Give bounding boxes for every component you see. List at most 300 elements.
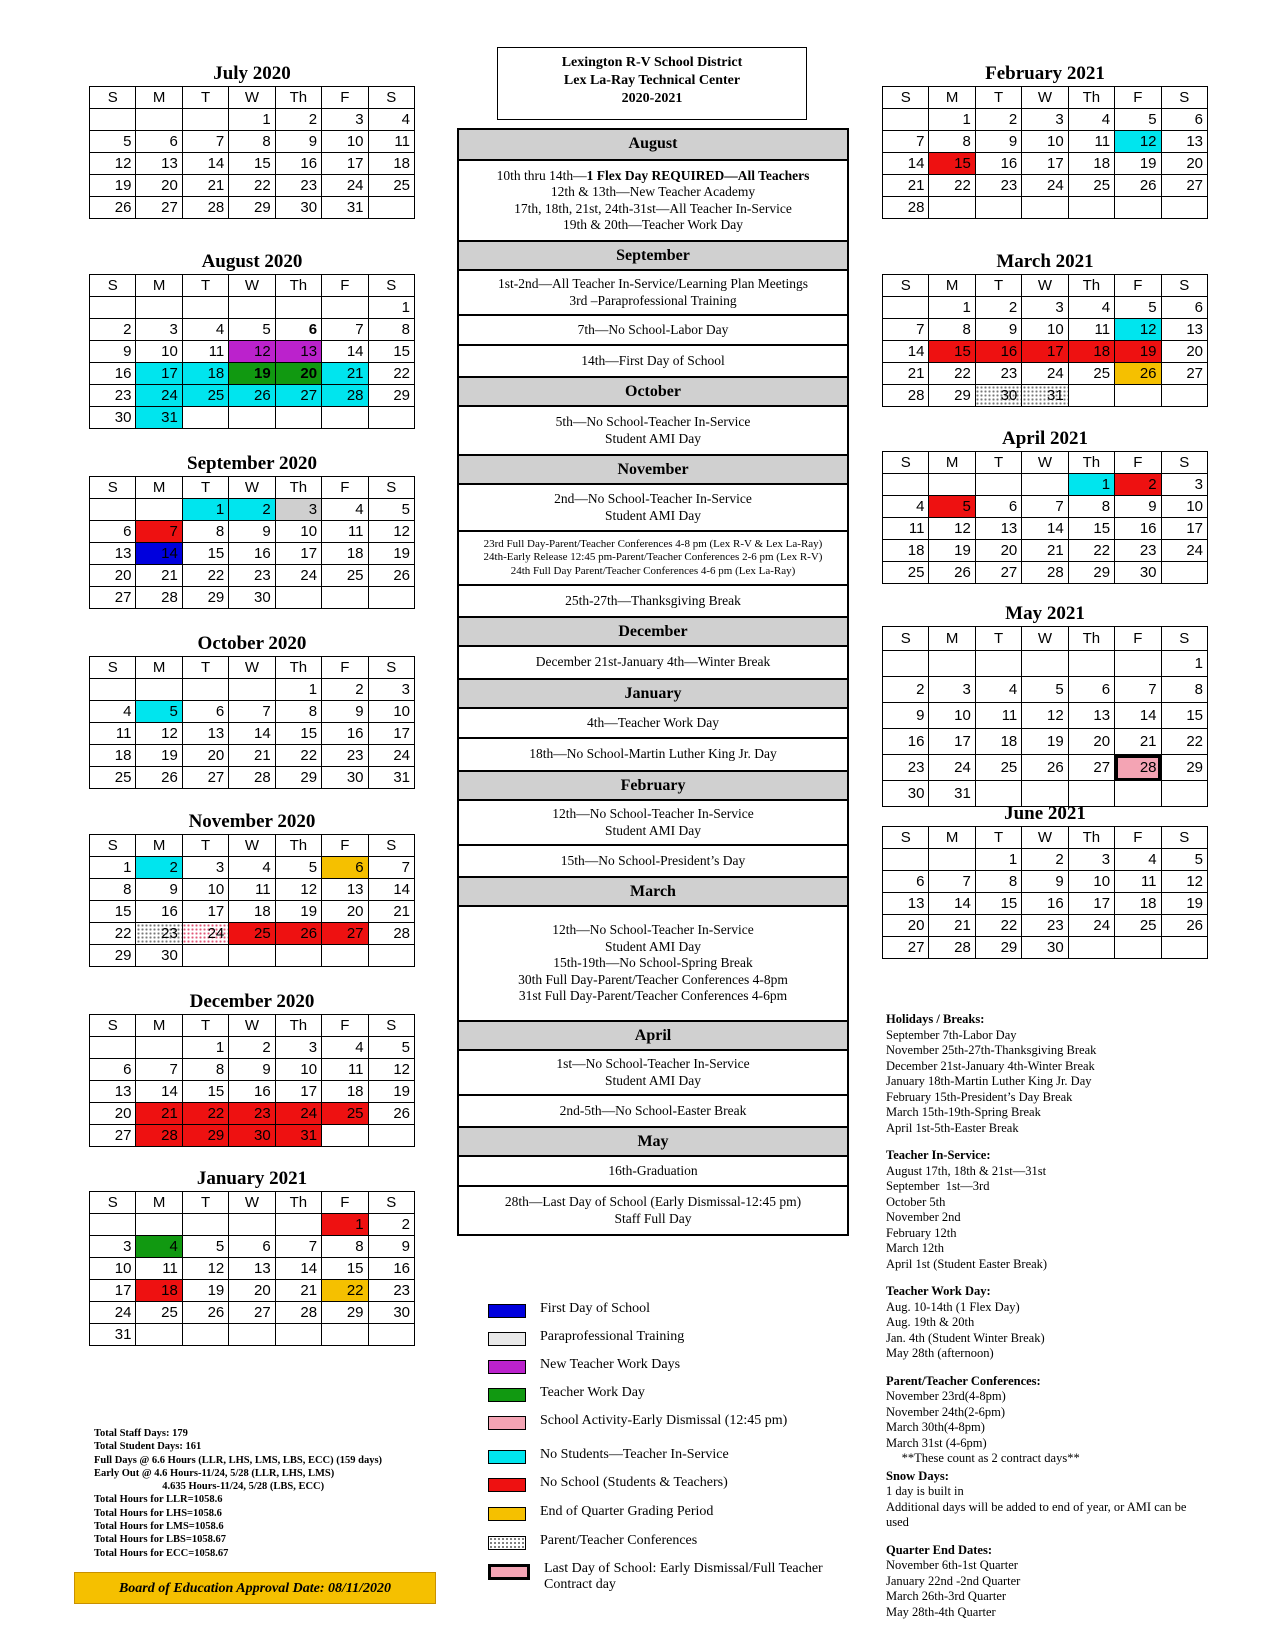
- day-cell: 17: [182, 901, 228, 923]
- week-row: [90, 153, 415, 175]
- day-cell: 21: [1022, 540, 1068, 562]
- weekday-header: M: [929, 452, 975, 474]
- legend-swatch: [488, 1304, 526, 1318]
- day-cell: 24: [136, 385, 182, 407]
- day-cell: 11: [1068, 319, 1114, 341]
- day-cell: [883, 651, 929, 677]
- day-cell: 7: [1022, 496, 1068, 518]
- day-cell: 20: [229, 1280, 275, 1302]
- day-cell: 19: [368, 543, 414, 565]
- weekday-header: Th: [1068, 87, 1114, 109]
- weekday-header: Th: [275, 657, 321, 679]
- notes-line: Aug. 10-14th (1 Flex Day): [886, 1299, 1020, 1314]
- day-cell: 17: [275, 1081, 321, 1103]
- day-cell: 22: [368, 363, 414, 385]
- day-cell: 15: [182, 543, 228, 565]
- day-cell: 5: [1161, 849, 1207, 871]
- day-cell: 1: [229, 109, 275, 131]
- day-cell: 24: [1022, 363, 1068, 385]
- month-section-header: March: [459, 876, 847, 907]
- day-cell: 28: [368, 923, 414, 945]
- day-cell: 26: [1115, 363, 1161, 385]
- weekday-header-row: [883, 275, 1208, 297]
- event-line: 17th, 18th, 21st, 24th-31st—All Teacher In-Service: [514, 200, 792, 216]
- day-cell: 27: [182, 767, 228, 789]
- day-cell: 3: [1161, 474, 1207, 496]
- day-cell: 24: [275, 565, 321, 587]
- day-cell: 12: [1115, 131, 1161, 153]
- day-cell: 29: [322, 1302, 368, 1324]
- day-cell: 16: [1115, 518, 1161, 540]
- day-cell: 7: [322, 319, 368, 341]
- day-cell: 10: [275, 1059, 321, 1081]
- day-cell: [1068, 385, 1114, 407]
- weekday-header: S: [1161, 87, 1207, 109]
- week-row: [90, 1258, 415, 1280]
- weekday-header: S: [883, 87, 929, 109]
- week-row: [883, 109, 1208, 131]
- day-cell: 4: [1068, 109, 1114, 131]
- day-cell: 8: [368, 319, 414, 341]
- day-cell: [136, 1037, 182, 1059]
- weekday-header: S: [883, 627, 929, 651]
- notes-line: Additional days will be added to end of year, or AMI can be used: [886, 1499, 1190, 1529]
- month-grid: [89, 274, 415, 429]
- day-cell: 14: [883, 341, 929, 363]
- weekday-header: S: [90, 657, 136, 679]
- day-cell: 4: [322, 1037, 368, 1059]
- week-row: [883, 297, 1208, 319]
- day-cell: 27: [883, 937, 929, 959]
- day-cell: 25: [90, 767, 136, 789]
- notes-line: November 2nd: [886, 1210, 961, 1224]
- notes-line: Jan. 4th (Student Winter Break): [886, 1330, 1045, 1345]
- day-cell: 29: [90, 945, 136, 967]
- day-cell: 23: [136, 923, 182, 945]
- day-cell: 26: [229, 385, 275, 407]
- day-cell: 27: [322, 923, 368, 945]
- month-title: August 2020: [201, 251, 303, 272]
- day-cell: 2: [975, 109, 1021, 131]
- day-cell: 20: [883, 915, 929, 937]
- day-cell: 30: [275, 197, 321, 219]
- weekday-header: S: [368, 1192, 414, 1214]
- day-cell: [883, 849, 929, 871]
- day-cell: 3: [136, 319, 182, 341]
- day-cell: 15: [1068, 518, 1114, 540]
- notes-line: April 1st-5th-Easter Break: [886, 1120, 1019, 1135]
- day-cell: 19: [229, 363, 275, 385]
- notes-line: March 12th: [886, 1241, 944, 1255]
- event-line: Student AMI Day: [605, 1072, 701, 1088]
- week-row: [883, 518, 1208, 540]
- day-cell: 24: [322, 175, 368, 197]
- event-entry: [459, 271, 847, 316]
- day-cell: 23: [275, 175, 321, 197]
- day-cell: [1161, 385, 1207, 407]
- weekday-header: F: [1115, 627, 1161, 651]
- day-cell: 2: [275, 109, 321, 131]
- day-cell: 10: [1022, 131, 1068, 153]
- day-cell: 3: [322, 109, 368, 131]
- weekday-header: Th: [1068, 627, 1114, 651]
- day-cell: 28: [883, 385, 929, 407]
- day-cell: 31: [136, 407, 182, 429]
- day-cell: [883, 297, 929, 319]
- day-cell: 12: [275, 879, 321, 901]
- event-entry: [459, 532, 847, 586]
- day-cell: 3: [1068, 849, 1114, 871]
- week-row: [90, 385, 415, 407]
- day-cell: 16: [90, 363, 136, 385]
- legend-item: [488, 1561, 844, 1593]
- weekday-header: F: [322, 477, 368, 499]
- week-row: [90, 197, 415, 219]
- day-cell: 6: [322, 857, 368, 879]
- day-cell: [322, 587, 368, 609]
- day-cell: [136, 297, 182, 319]
- day-cell: 2: [136, 857, 182, 879]
- totals-line: Total Staff Days: 179: [94, 1428, 188, 1439]
- week-row: [883, 937, 1208, 959]
- month-grid: [882, 86, 1208, 219]
- weekday-header: S: [368, 657, 414, 679]
- notes-heading: Parent/Teacher Conferences:: [886, 1373, 1041, 1388]
- day-cell: 4: [182, 319, 228, 341]
- day-cell: [1115, 651, 1161, 677]
- day-cell: 25: [182, 385, 228, 407]
- event-line: 24th Full Day Parent/Teacher Conferences 4-6 pm (Lex La-Ray): [510, 564, 796, 577]
- day-cell: 6: [975, 496, 1021, 518]
- day-cell: 1: [1161, 651, 1207, 677]
- day-cell: 21: [136, 1103, 182, 1125]
- weekday-header: W: [1022, 627, 1068, 651]
- day-cell: 11: [322, 1059, 368, 1081]
- day-cell: [368, 1324, 414, 1346]
- day-cell: 22: [975, 915, 1021, 937]
- notes-line: Aug. 19th & 20th: [886, 1315, 975, 1329]
- notes-line: November 24th(2-6pm): [886, 1404, 1006, 1419]
- day-cell: 14: [136, 1081, 182, 1103]
- day-cell: 8: [322, 1236, 368, 1258]
- event-line: 12th—No School-Teacher In-Service: [552, 806, 754, 821]
- month-grid: [89, 834, 415, 967]
- month-september-2020: [89, 452, 415, 609]
- day-cell: 5: [368, 499, 414, 521]
- day-cell: 9: [975, 319, 1021, 341]
- day-cell: 22: [182, 565, 228, 587]
- day-cell: 1: [929, 109, 975, 131]
- day-cell: 6: [1161, 297, 1207, 319]
- day-cell: 20: [1068, 729, 1114, 755]
- month-february-2021: [882, 62, 1208, 219]
- week-row: [90, 297, 415, 319]
- day-cell: 20: [90, 565, 136, 587]
- day-cell: [883, 474, 929, 496]
- day-cell: 2: [322, 679, 368, 701]
- week-row: [883, 871, 1208, 893]
- month-title: February 2021: [985, 63, 1105, 84]
- event-entry: [459, 1157, 847, 1187]
- event-entry: [459, 1051, 847, 1096]
- day-cell: 17: [322, 153, 368, 175]
- day-cell: [368, 1125, 414, 1147]
- day-cell: 8: [929, 319, 975, 341]
- day-cell: [1068, 651, 1114, 677]
- event-line: 16th-Graduation: [608, 1162, 698, 1178]
- legend-item: [488, 1533, 697, 1550]
- day-cell: 26: [1161, 915, 1207, 937]
- day-cell: [322, 1324, 368, 1346]
- week-row: [883, 341, 1208, 363]
- day-cell: 7: [883, 319, 929, 341]
- day-cell: [229, 945, 275, 967]
- event-line: 31st Full Day-Parent/Teacher Conferences 4-6pm: [518, 988, 788, 1004]
- day-cell: 4: [975, 677, 1021, 703]
- legend-swatch: [488, 1388, 526, 1402]
- event-line: Student AMI Day: [605, 938, 701, 954]
- week-row: [90, 1103, 415, 1125]
- day-cell: 13: [883, 893, 929, 915]
- day-cell: [136, 109, 182, 131]
- day-cell: 22: [182, 1103, 228, 1125]
- event-line: 25th-27th—Thanksgiving Break: [565, 592, 741, 608]
- weekday-header: S: [1161, 275, 1207, 297]
- day-cell: 14: [136, 543, 182, 565]
- week-row: [90, 341, 415, 363]
- week-row: [90, 175, 415, 197]
- day-cell: 30: [322, 767, 368, 789]
- event-entry: [459, 407, 847, 454]
- day-cell: 14: [1115, 703, 1161, 729]
- day-cell: 16: [975, 153, 1021, 175]
- day-cell: 27: [136, 197, 182, 219]
- day-cell: 8: [975, 871, 1021, 893]
- event-line: 24th-Early Release 12:45 pm-Parent/Teacher Conferences 2-6 pm (Lex R-V): [483, 551, 823, 564]
- notes-line: May 28th (afternoon): [886, 1346, 994, 1360]
- totals-line: Total Student Days: 161: [94, 1441, 202, 1453]
- day-cell: 20: [322, 901, 368, 923]
- day-cell: 18: [90, 745, 136, 767]
- day-cell: 26: [368, 565, 414, 587]
- day-cell: [929, 474, 975, 496]
- day-cell: 23: [883, 755, 929, 781]
- notes-line: **These count as 2 contract days**: [886, 1451, 1080, 1465]
- day-cell: 6: [136, 131, 182, 153]
- legend-item: [488, 1504, 713, 1521]
- day-cell: 31: [90, 1324, 136, 1346]
- day-cell: 7: [929, 871, 975, 893]
- day-cell: 19: [90, 175, 136, 197]
- day-cell: [1068, 937, 1114, 959]
- district-name: Lexington R-V School District: [561, 55, 743, 70]
- notes-section: [886, 1374, 1206, 1467]
- day-cell: 17: [1068, 893, 1114, 915]
- day-cell: 10: [1068, 871, 1114, 893]
- event-line: Staff Full Day: [614, 1210, 692, 1226]
- weekday-header: S: [90, 1192, 136, 1214]
- weekday-header: M: [136, 1015, 182, 1037]
- legend-label: No School (Students & Teachers): [540, 1475, 728, 1490]
- week-row: [90, 1324, 415, 1346]
- month-title: June 2021: [1004, 803, 1086, 824]
- day-cell: [229, 1324, 275, 1346]
- event-line: 18th—No School-Martin Luther King Jr. Day: [529, 746, 777, 762]
- day-cell: 4: [883, 496, 929, 518]
- day-cell: 2: [1022, 849, 1068, 871]
- day-cell: 5: [368, 1037, 414, 1059]
- day-cell: 29: [368, 385, 414, 407]
- weekday-header: M: [136, 657, 182, 679]
- weekday-header: S: [883, 827, 929, 849]
- day-cell: 7: [1115, 677, 1161, 703]
- legend-item: [488, 1301, 650, 1318]
- day-cell: [1161, 937, 1207, 959]
- day-cell: [182, 109, 228, 131]
- month-section-header: August: [459, 130, 847, 161]
- day-cell: 7: [136, 1059, 182, 1081]
- week-row: [883, 562, 1208, 584]
- week-row: [90, 701, 415, 723]
- day-cell: 27: [275, 385, 321, 407]
- day-cell: 21: [883, 363, 929, 385]
- notes-line: August 17th, 18th & 21st—31st: [886, 1163, 1047, 1178]
- day-cell: 9: [275, 131, 321, 153]
- event-line: 1st—No School-Teacher In-Service: [556, 1056, 750, 1071]
- totals-block: [94, 1427, 382, 1560]
- day-cell: 30: [90, 407, 136, 429]
- day-cell: [229, 679, 275, 701]
- day-cell: 25: [322, 565, 368, 587]
- legend-label: No Students—Teacher In-Service: [540, 1447, 729, 1462]
- day-cell: 3: [275, 499, 321, 521]
- week-row: [90, 745, 415, 767]
- month-december-2020: [89, 990, 415, 1147]
- day-cell: 23: [90, 385, 136, 407]
- legend-swatch: [488, 1564, 530, 1580]
- week-row: [883, 319, 1208, 341]
- notes-section: [886, 1543, 1206, 1621]
- day-cell: 7: [136, 521, 182, 543]
- legend-item: [488, 1357, 680, 1374]
- day-cell: 15: [322, 1258, 368, 1280]
- day-cell: 7: [275, 1236, 321, 1258]
- event-line: 5th—No School-Teacher In-Service: [555, 414, 751, 429]
- day-cell: [275, 1214, 321, 1236]
- day-cell: 28: [229, 767, 275, 789]
- day-cell: [1022, 651, 1068, 677]
- totals-line: Total Hours for LBS=1058.67: [94, 1534, 227, 1546]
- day-cell: 13: [275, 341, 321, 363]
- week-row: [90, 407, 415, 429]
- day-cell: 27: [975, 562, 1021, 584]
- day-cell: [368, 197, 414, 219]
- notes-section: [886, 1469, 1206, 1531]
- weekday-header: Th: [275, 275, 321, 297]
- weekday-header: S: [1161, 827, 1207, 849]
- day-cell: 18: [1115, 893, 1161, 915]
- day-cell: [136, 1214, 182, 1236]
- weekday-header: M: [929, 275, 975, 297]
- day-cell: 1: [275, 679, 321, 701]
- day-cell: 28: [136, 1125, 182, 1147]
- day-cell: 12: [1022, 703, 1068, 729]
- day-cell: 26: [90, 197, 136, 219]
- week-row: [883, 677, 1208, 703]
- day-cell: 2: [90, 319, 136, 341]
- day-cell: 22: [322, 1280, 368, 1302]
- weekday-header: S: [368, 477, 414, 499]
- day-cell: 25: [883, 562, 929, 584]
- day-cell: 15: [1161, 703, 1207, 729]
- day-cell: 25: [975, 755, 1021, 781]
- week-row: [90, 1037, 415, 1059]
- notes-line: September 1st—3rd: [886, 1179, 990, 1193]
- day-cell: 5: [275, 857, 321, 879]
- day-cell: 15: [182, 1081, 228, 1103]
- month-january-2021: [89, 1167, 415, 1346]
- day-cell: 13: [229, 1258, 275, 1280]
- notes-line: September 7th-Labor Day: [886, 1027, 1017, 1042]
- day-cell: 29: [1161, 755, 1207, 781]
- weekday-header: F: [322, 1192, 368, 1214]
- event-line: 14th—First Day of School: [581, 352, 725, 368]
- legend-label: End of Quarter Grading Period: [540, 1504, 714, 1519]
- weekday-header-row: [90, 835, 415, 857]
- day-cell: 27: [90, 587, 136, 609]
- weekday-header: F: [1115, 275, 1161, 297]
- legend-swatch: [488, 1478, 526, 1492]
- day-cell: 31: [275, 1125, 321, 1147]
- day-cell: 22: [275, 745, 321, 767]
- weekday-header: Th: [1068, 275, 1114, 297]
- day-cell: [182, 1324, 228, 1346]
- day-cell: 21: [182, 175, 228, 197]
- day-cell: 29: [182, 587, 228, 609]
- day-cell: 2: [229, 1037, 275, 1059]
- day-cell: 8: [1161, 677, 1207, 703]
- day-cell: 5: [136, 701, 182, 723]
- event-line: Student AMI Day: [605, 822, 701, 838]
- day-cell: 23: [229, 1103, 275, 1125]
- day-cell: 12: [229, 341, 275, 363]
- month-section-header: May: [459, 1126, 847, 1157]
- week-row: [883, 729, 1208, 755]
- event-entry: [459, 801, 847, 846]
- legend-label: Last Day of School: Early Dismissal/Full Teacher Contract day: [544, 1561, 823, 1592]
- day-cell: 6: [1068, 677, 1114, 703]
- day-cell: [90, 1214, 136, 1236]
- event-line: Student AMI Day: [605, 507, 701, 523]
- day-cell: 5: [929, 496, 975, 518]
- month-october-2020: [89, 632, 415, 789]
- day-cell: 11: [136, 1258, 182, 1280]
- event-entry: [459, 709, 847, 739]
- weekday-header: S: [368, 835, 414, 857]
- day-cell: 2: [975, 297, 1021, 319]
- day-cell: 16: [1022, 893, 1068, 915]
- day-cell: 19: [1115, 341, 1161, 363]
- day-cell: 6: [229, 1236, 275, 1258]
- weekday-header-row: [883, 87, 1208, 109]
- day-cell: [1115, 197, 1161, 219]
- week-row: [90, 1214, 415, 1236]
- day-cell: 17: [929, 729, 975, 755]
- day-cell: 5: [1115, 297, 1161, 319]
- weekday-header: S: [90, 87, 136, 109]
- weekday-header: W: [229, 835, 275, 857]
- month-march-2021: [882, 250, 1208, 407]
